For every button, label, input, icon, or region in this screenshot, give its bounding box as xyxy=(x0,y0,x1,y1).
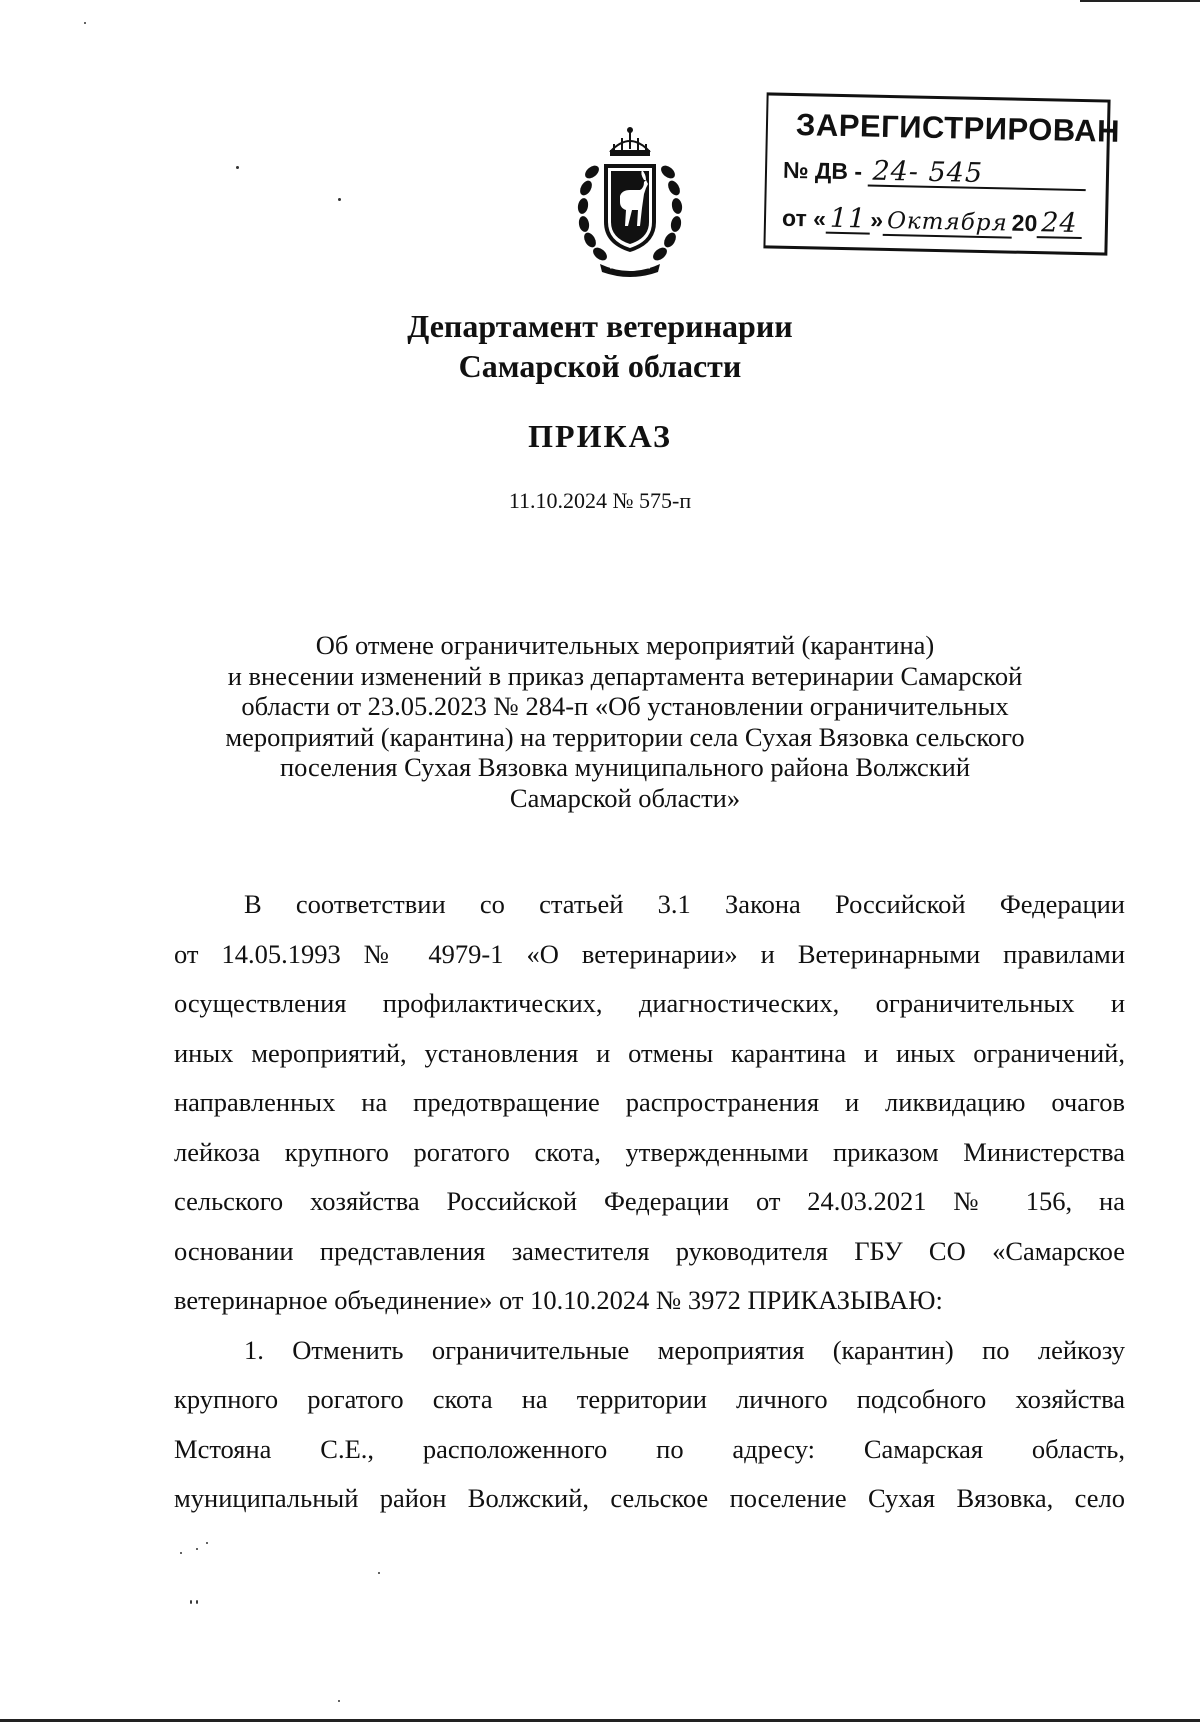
scan-speck xyxy=(84,22,86,24)
stamp-number-prefix: № ДВ - xyxy=(782,156,863,185)
stamp-date-prefix: от « xyxy=(781,204,827,232)
coat-of-arms-icon xyxy=(570,122,690,280)
stamp-date-year: 24 xyxy=(1037,210,1082,239)
stamp-date-day: 11 xyxy=(826,206,871,235)
body-line: 1. Отменить ограничительные мероприятия (карантин) по лейкозу xyxy=(244,1334,1125,1365)
body-line: основании представления заместителя руководителя ГБУ СО «Самарское xyxy=(174,1235,1125,1266)
body-line: лейкоза крупного рогатого скота, утвержденными приказом Министерства xyxy=(174,1136,1125,1167)
stamp-title: ЗАРЕГИСТРИРОВАН xyxy=(795,107,1121,149)
scan-speck xyxy=(338,198,341,201)
order-body xyxy=(174,880,1125,1524)
body-line: направленных на предотвращение распространения и ликвидацию очагов xyxy=(174,1087,1125,1117)
subject-line: поселения Сухая Вязовка муниципального района Волжский xyxy=(279,752,971,782)
body-line: осуществления профилактических, диагностических, ограничительных и xyxy=(174,988,1125,1018)
order-date-number: 11.10.2024 № 575-п xyxy=(508,488,692,513)
subject-line: области от 23.05.2023 № 284-п «Об установлении ограничительных xyxy=(241,691,1009,721)
document-type-title: ПРИКАЗ xyxy=(528,418,672,454)
registration-stamp xyxy=(763,92,1121,255)
subject-line: Об отмене ограничительных мероприятий (карантина) xyxy=(315,630,935,660)
department-name-line2: Самарской области xyxy=(458,348,742,384)
stamp-date-month: Октября xyxy=(883,208,1012,239)
body-line: муниципальный район Волжский, сельское поселение Сухая Вязовка, село xyxy=(174,1483,1125,1513)
scan-speck xyxy=(378,1572,380,1574)
body-line: сельского хозяйства Российской Федерации от 24.03.2021 № 156, на xyxy=(174,1186,1125,1216)
scan-edge-bottom xyxy=(0,1719,1200,1722)
body-line: иных мероприятий, установления и отмены карантина и иных ограничений, xyxy=(174,1037,1125,1068)
scan-speck xyxy=(196,1600,198,1604)
body-line: от 14.05.1993 № 4979-1 «О ветеринарии» и Ветеринарными правилами xyxy=(174,938,1125,969)
body-line: Мстояна С.Е., расположенного по адресу: Самарская область, xyxy=(174,1433,1125,1464)
order-subject xyxy=(190,630,1060,813)
stamp-date-year-prefix: 20 xyxy=(1011,209,1038,237)
scan-speck xyxy=(236,166,239,169)
scan-speck xyxy=(338,1700,340,1702)
subject-line: и внесении изменений в приказ департамента ветеринарии Самарской xyxy=(227,660,1023,691)
scan-edge-top xyxy=(1080,0,1200,2)
scan-speck xyxy=(196,1548,198,1550)
subject-line: Самарской области» xyxy=(509,782,741,813)
scan-speck xyxy=(190,1600,192,1604)
body-line: ветеринарное объединение» от 10.10.2024 № 3972 ПРИКАЗЫВАЮ: xyxy=(174,1285,943,1315)
subject-line: мероприятий (карантина) на территории села Сухая Вязовка сельского xyxy=(225,721,1025,752)
department-name-line1: Департамент ветеринарии xyxy=(407,308,793,344)
stamp-number-value: 24- 545 xyxy=(868,159,1087,192)
scan-speck xyxy=(206,1542,208,1544)
body-line: крупного рогатого скота на территории личного подсобного хозяйства xyxy=(174,1384,1125,1414)
scan-speck xyxy=(180,1552,182,1554)
stamp-date-sep: » xyxy=(870,206,884,233)
body-line: В соответствии со статьей 3.1 Закона Российской Федерации xyxy=(244,889,1125,919)
